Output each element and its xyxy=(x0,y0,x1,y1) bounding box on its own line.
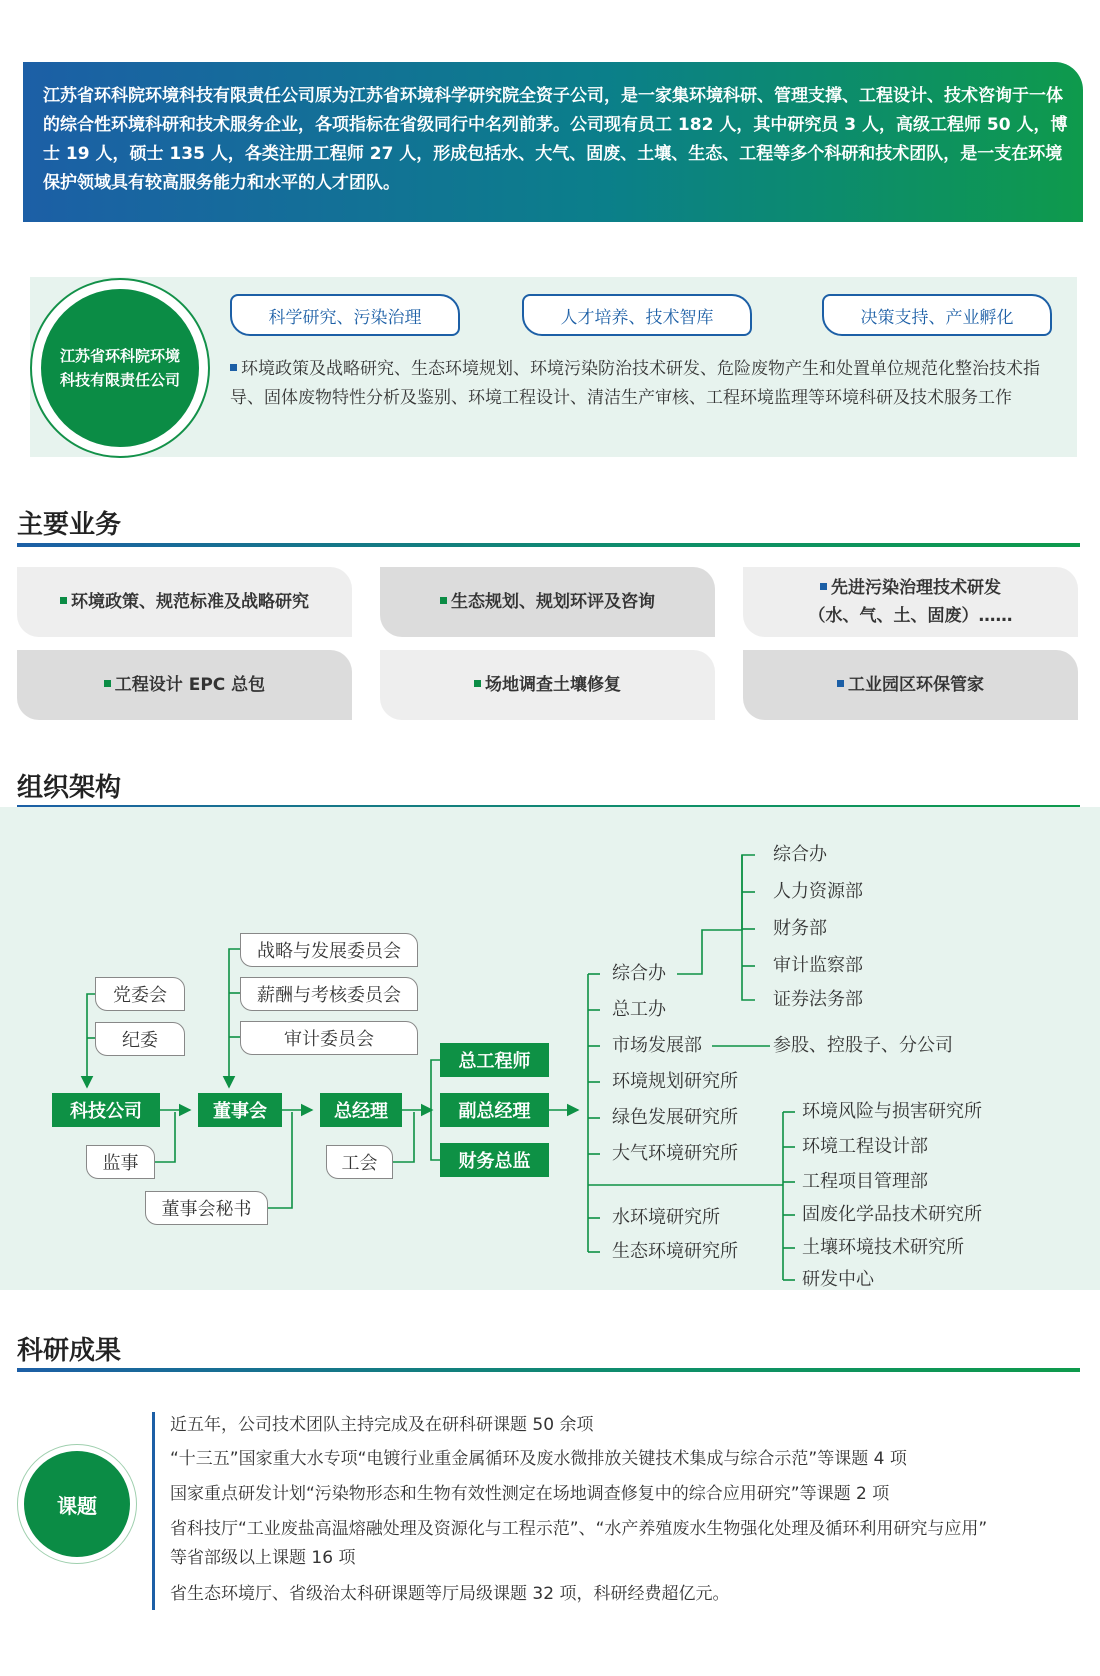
pill-decision: 决策支持、产业孵化 xyxy=(822,294,1052,336)
org-sub-dept: 综合办 xyxy=(773,844,827,865)
org-research-sub: 工程项目管理部 xyxy=(802,1171,928,1192)
company-name-line1: 江苏省环科院环境 xyxy=(59,347,180,365)
bullet-square-icon xyxy=(104,680,111,687)
org-research-sub: 土壤环境技术研究所 xyxy=(802,1237,964,1258)
org-supervisor: 监事 xyxy=(86,1145,155,1179)
org-research-sub: 研发中心 xyxy=(802,1269,874,1290)
org-deputy-gm: 副总经理 xyxy=(440,1093,549,1127)
org-tech-company: 科技公司 xyxy=(52,1093,160,1127)
org-discipline-committee: 纪委 xyxy=(95,1022,185,1056)
company-name-line2: 科技有限责任公司 xyxy=(59,371,180,389)
bullet-square-icon xyxy=(230,364,237,371)
intro-banner xyxy=(23,62,1083,222)
org-research-sub: 固废化学品技术研究所 xyxy=(802,1204,982,1225)
org-audit-committee: 审计委员会 xyxy=(240,1021,418,1055)
org-general-manager: 总经理 xyxy=(320,1093,402,1127)
org-board-secretary: 董事会秘书 xyxy=(145,1191,268,1225)
business-item: 先进污染治理技术研发 （水、气、土、固废）…… xyxy=(743,567,1078,637)
org-strategy-committee: 战略与发展委员会 xyxy=(240,933,418,967)
bullet-square-icon xyxy=(820,583,827,590)
org-dept: 环境规划研究所 xyxy=(612,1071,738,1092)
org-dept: 总工办 xyxy=(612,999,666,1020)
pill-talent: 人才培养、技术智库 xyxy=(522,294,752,336)
org-dept: 大气环境研究所 xyxy=(612,1143,738,1164)
section-title-research: 科研成果 xyxy=(17,1336,122,1366)
org-cfo: 财务总监 xyxy=(440,1143,549,1177)
research-line: 近五年，公司技术团队主持完成及在研科研课题 50 余项 xyxy=(170,1415,594,1435)
research-vertical-bar xyxy=(152,1412,155,1610)
business-item: 场地调查土壤修复 xyxy=(380,650,715,720)
company-logo-circle xyxy=(30,278,210,458)
research-line: 省科技厅“工业废盐高温熔融处理及资源化与工程示范”、“水产养殖废水生物强化处理及循环利用研究与应用” xyxy=(170,1519,988,1539)
org-sub-dept: 财务部 xyxy=(773,918,827,939)
research-line: “十三五”国家重大水专项“电镀行业重金属循环及废水微排放关键技术集成与综合示范”等课题 4 项 xyxy=(170,1449,907,1469)
company-name-badge xyxy=(41,289,199,447)
section-divider xyxy=(17,1368,1080,1372)
bullet-square-icon xyxy=(474,680,481,687)
org-dept: 水环境研究所 xyxy=(612,1207,720,1228)
section-title-business: 主要业务 xyxy=(17,510,122,540)
org-sub-dept: 审计监察部 xyxy=(773,955,863,976)
org-compensation-committee: 薪酬与考核委员会 xyxy=(240,977,418,1011)
org-union: 工会 xyxy=(326,1145,393,1179)
intro-text: 江苏省环科院环境科技有限责任公司原为江苏省环境科学研究院全资子公司，是一家集环境科研、管理支撑、工程设计、技术咨询于一体的综合性环境科研和技术服务企业，各项指标在省级同行中名列前茅。公司现有员工 182 人，其中研究员 3 人，高级工程师 50 人，博士 19 人，硕士 135 人，各类注册工程师 27 人，形成包括水、大气、固废、土壤、生态、工程等多个科研和技术团队，是一支在环境保护领域具有较高服务能力和水平的人才团队。 xyxy=(43,86,1068,193)
business-item: 环境政策、规范标准及战略研究 xyxy=(17,567,352,637)
org-research-sub: 环境工程设计部 xyxy=(802,1136,928,1157)
pill-research: 科学研究、污染治理 xyxy=(230,294,460,336)
research-line: 等省部级以上课题 16 项 xyxy=(170,1548,356,1568)
bullet-square-icon xyxy=(837,680,844,687)
research-line: 国家重点研发计划“污染物形态和生物有效性测定在场地调查修复中的综合应用研究”等课题 2 项 xyxy=(170,1484,890,1504)
org-research-sub: 环境风险与损害研究所 xyxy=(802,1101,982,1122)
org-sub-dept: 证券法务部 xyxy=(773,989,863,1010)
business-item: 工业园区环保管家 xyxy=(743,650,1078,720)
org-party-committee: 党委会 xyxy=(95,977,185,1011)
bullet-square-icon xyxy=(60,597,67,604)
bullet-square-icon xyxy=(440,597,447,604)
org-chief-engineer: 总工程师 xyxy=(440,1043,549,1077)
org-board: 董事会 xyxy=(198,1093,282,1127)
org-dept: 综合办 xyxy=(612,963,666,984)
section-divider xyxy=(17,543,1080,547)
org-dept: 生态环境研究所 xyxy=(612,1241,738,1262)
business-item: 生态规划、规划环评及咨询 xyxy=(380,567,715,637)
org-sub-dept: 人力资源部 xyxy=(773,881,863,902)
org-subsidiaries: 参股、控股子、分公司 xyxy=(773,1035,953,1056)
overview-description: 环境政策及战略研究、生态环境规划、环境污染防治技术研发、危险废物产生和处置单位规范化整治技术指导、固体废物特性分析及鉴别、环境工程设计、清洁生产审核、工程环境监理等环境科研及技术服务工作 xyxy=(230,359,1040,408)
research-line: 省生态环境厅、省级治太科研课题等厅局级课题 32 项，科研经费超亿元。 xyxy=(170,1584,730,1604)
research-badge: 课题 xyxy=(24,1451,130,1557)
research-badge-circle xyxy=(17,1444,137,1564)
org-dept: 绿色发展研究所 xyxy=(612,1107,738,1128)
business-item: 工程设计 EPC 总包 xyxy=(17,650,352,720)
section-title-org: 组织架构 xyxy=(17,773,122,803)
org-dept: 市场发展部 xyxy=(612,1035,702,1056)
